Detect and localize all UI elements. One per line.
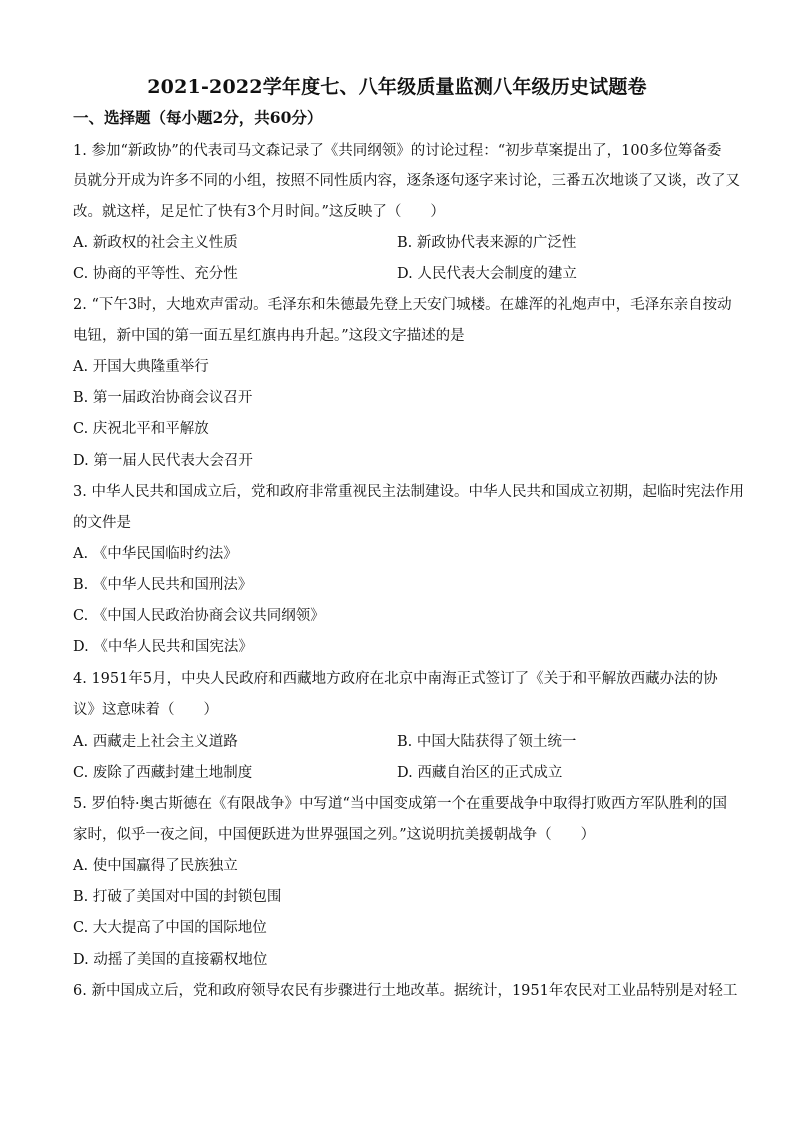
question-2-option-a[interactable]: A. 开国大典隆重举行 bbox=[73, 359, 209, 375]
question-3-option-a[interactable]: A. 《中华民国临时约法》 bbox=[73, 546, 238, 562]
question-1-line-3: 改。就这样，足足忙了快有3个月时间。”这反映了（ ） bbox=[73, 204, 445, 220]
question-4-line-2: 议》这意味着（ ） bbox=[73, 702, 218, 718]
question-3-option-d[interactable]: D. 《中华人民共和国宪法》 bbox=[73, 639, 253, 655]
question-4-option-d[interactable]: D. 西藏自治区的正式成立 bbox=[397, 765, 563, 781]
question-1-option-a[interactable]: A. 新政权的社会主义性质 bbox=[73, 235, 238, 251]
question-2-line-2: 电钮，新中国的第一面五星红旗冉冉升起。”这段文字描述的是 bbox=[73, 328, 465, 344]
question-4-option-b[interactable]: B. 中国大陆获得了领土统一 bbox=[397, 734, 577, 750]
question-4-option-a[interactable]: A. 西藏走上社会主义道路 bbox=[73, 734, 238, 750]
question-1-line-2: 员就分开成为许多不同的小组，按照不同性质内容，逐条逐句逐字来讨论，三番五次地谈了又谈，改了又 bbox=[73, 173, 740, 189]
question-3-line-2: 的文件是 bbox=[73, 515, 131, 531]
question-1-option-d[interactable]: D. 人民代表大会制度的建立 bbox=[397, 266, 577, 282]
section-heading: 一、选择题（每小题2分，共60分） bbox=[73, 108, 323, 127]
question-2-line-1: 2. “下午3时，大地欢声雷动。毛泽东和朱德最先登上天安门城楼。在雄浑的礼炮声中，毛泽东亲自按动 bbox=[73, 297, 732, 313]
question-5-option-d[interactable]: D. 动摇了美国的直接霸权地位 bbox=[73, 952, 268, 968]
question-2-option-d[interactable]: D. 第一届人民代表大会召开 bbox=[73, 453, 253, 469]
question-3-option-c[interactable]: C. 《中国人民政治协商会议共同纲领》 bbox=[73, 608, 325, 624]
question-4-option-c[interactable]: C. 废除了西藏封建土地制度 bbox=[73, 765, 253, 781]
question-1-option-c[interactable]: C. 协商的平等性、充分性 bbox=[73, 266, 238, 282]
question-5-line-1: 5. 罗伯特·奥古斯德在《有限战争》中写道“当中国变成第一个在重要战争中取得打败西方军队胜利的国 bbox=[73, 796, 727, 812]
question-6-line-1: 6. 新中国成立后，党和政府领导农民有步骤进行土地改革。据统计，1951年农民对工业品特别是对轻工 bbox=[73, 983, 738, 999]
question-4-line-1: 4. 1951年5月，中央人民政府和西藏地方政府在北京中南海正式签订了《关于和平解放西藏办法的协 bbox=[73, 671, 718, 687]
question-2-option-c[interactable]: C. 庆祝北平和平解放 bbox=[73, 421, 209, 437]
question-1-option-b[interactable]: B. 新政协代表来源的广泛性 bbox=[397, 235, 577, 251]
question-5-line-2: 家时，似乎一夜之间，中国便跃进为世界强国之列。”这说明抗美援朝战争（ ） bbox=[73, 827, 596, 843]
question-1-line-1: 1. 参加“新政协”的代表司马文森记录了《共同纲领》的讨论过程：“初步草案提出了，100多位筹备委 bbox=[73, 143, 722, 159]
question-3-line-1: 3. 中华人民共和国成立后，党和政府非常重视民主法制建设。中华人民共和国成立初期，起临时宪法作用 bbox=[73, 484, 744, 500]
page-title: 2021-2022学年度七、八年级质量监测八年级历史试题卷 bbox=[147, 76, 647, 98]
question-5-option-c[interactable]: C. 大大提高了中国的国际地位 bbox=[73, 920, 267, 936]
question-3-option-b[interactable]: B. 《中华人民共和国刑法》 bbox=[73, 577, 253, 593]
question-5-option-a[interactable]: A. 使中国赢得了民族独立 bbox=[73, 858, 238, 874]
question-2-option-b[interactable]: B. 第一届政治协商会议召开 bbox=[73, 390, 253, 406]
question-5-option-b[interactable]: B. 打破了美国对中国的封锁包围 bbox=[73, 889, 282, 905]
